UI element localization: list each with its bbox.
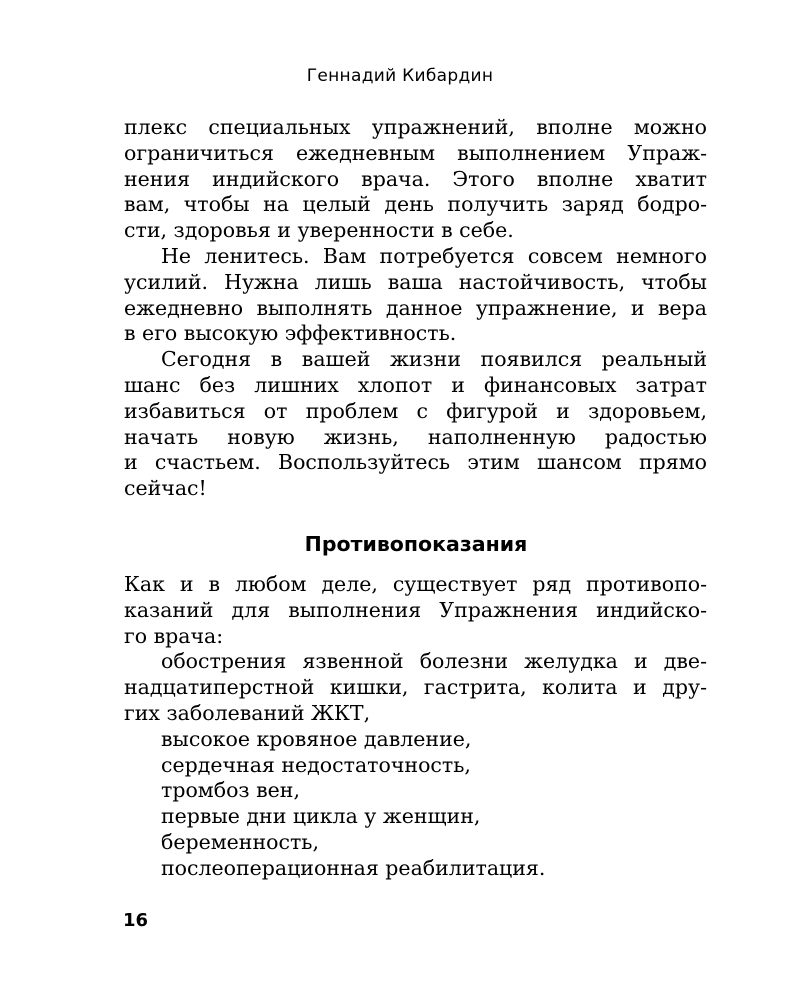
text-line: шанс без лишних хлопот и финансовых затрат bbox=[124, 372, 707, 397]
text-line: в его высокую эффективность. bbox=[124, 321, 457, 346]
text-line: первые дни цикла у женщин, bbox=[161, 804, 481, 829]
running-header: Геннадий Кибардин bbox=[306, 66, 494, 86]
text-line: гих заболеваний ЖКТ, bbox=[124, 700, 371, 725]
contraindication-item bbox=[124, 753, 707, 779]
text-line: Сегодня в вашей жизни появился реальный bbox=[161, 347, 707, 372]
contraindication-item bbox=[124, 778, 707, 804]
page-number: 16 bbox=[123, 910, 149, 931]
contraindication-item bbox=[124, 727, 707, 753]
paragraph bbox=[124, 244, 707, 347]
text-line: нения индийского врача. Этого вполне хватит bbox=[124, 166, 707, 191]
paragraph bbox=[124, 347, 707, 502]
text-line: сти, здоровья и уверенности в себе. bbox=[124, 218, 514, 243]
text-line: тромбоз вен, bbox=[161, 778, 300, 803]
text-line: Не ленитесь. Вам потребуется совсем немного bbox=[161, 243, 707, 268]
text-line: и счастьем. Воспользуйтесь этим шансом прямо bbox=[124, 450, 707, 475]
text-line: плекс специальных упражнений, вполне можно bbox=[124, 115, 707, 139]
text-line: казаний для выполнения Упражнения индийско- bbox=[124, 597, 707, 622]
text-line: сейчас! bbox=[124, 476, 207, 501]
section-intro bbox=[124, 572, 707, 649]
text-line: начать новую жизнь, наполненную радостью bbox=[124, 424, 707, 449]
text-line: послеоперационная реабилитация. bbox=[161, 855, 546, 880]
text-line: надцатиперстной кишки, гастрита, колита и дру- bbox=[124, 675, 707, 700]
text-line: усилий. Нужна лишь ваша настойчивость, чтобы bbox=[124, 269, 707, 294]
text-line: ежедневно выполнять данное упражнение, и вера bbox=[124, 295, 707, 320]
body-text-bottom bbox=[124, 572, 707, 882]
text-line: вам, чтобы на целый день получить заряд бодро- bbox=[124, 192, 707, 217]
text-line: избавиться от проблем с фигурой и здоровьем, bbox=[124, 398, 707, 423]
text-line: обострения язвенной болезни желудка и две- bbox=[161, 649, 707, 674]
text-line: го врача: bbox=[124, 623, 224, 648]
text-line: высокое кровяное давление, bbox=[161, 726, 472, 751]
text-line: беременность, bbox=[161, 829, 319, 854]
body-text-top bbox=[124, 115, 707, 502]
contraindication-item bbox=[124, 856, 707, 882]
contraindication-item bbox=[124, 804, 707, 830]
contraindication-item bbox=[124, 649, 707, 726]
text-line: ограничиться ежедневным выполнением Упраж- bbox=[124, 140, 707, 165]
paragraph bbox=[124, 115, 707, 244]
text-line: сердечная недостаточность, bbox=[161, 752, 471, 777]
contraindication-item bbox=[124, 830, 707, 856]
text-line: Как и в любом деле, существует ряд противопо- bbox=[124, 572, 707, 596]
section-heading: Противопоказания bbox=[304, 532, 528, 556]
